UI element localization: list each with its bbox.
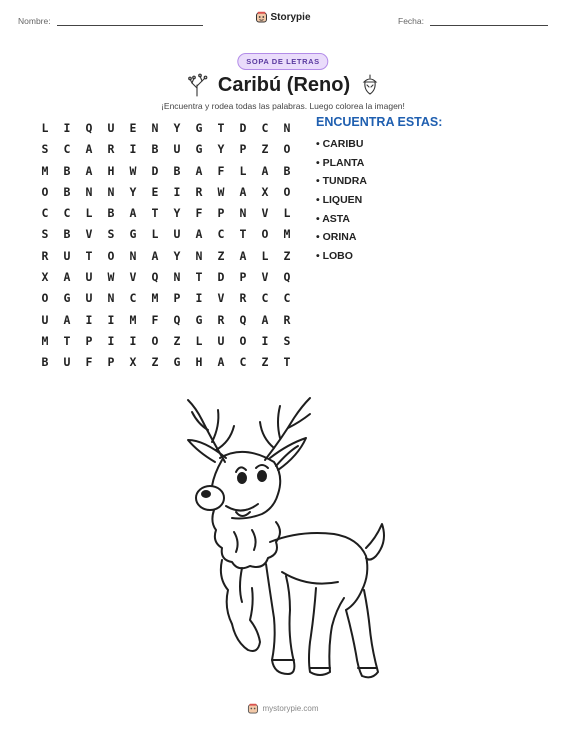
- grid-letter[interactable]: Z: [151, 355, 159, 370]
- grid-letter[interactable]: U: [85, 291, 93, 306]
- footer-url[interactable]: mystorypie.com: [262, 704, 319, 713]
- grid-letter[interactable]: P: [217, 206, 225, 221]
- grid-letter[interactable]: U: [63, 248, 71, 263]
- grid-letter[interactable]: B: [107, 206, 115, 221]
- date-field: [398, 16, 548, 26]
- grid-letter[interactable]: C: [41, 206, 49, 221]
- date-line[interactable]: [430, 16, 548, 26]
- grid-letter[interactable]: V: [261, 206, 269, 221]
- grid-letter[interactable]: T: [63, 333, 71, 348]
- grid-letter[interactable]: W: [129, 163, 137, 178]
- grid-letter[interactable]: X: [129, 355, 137, 370]
- grid-letter[interactable]: I: [129, 333, 137, 348]
- storypie-mascot-icon: [247, 703, 258, 714]
- grid-letter[interactable]: N: [107, 291, 115, 306]
- grid-letter[interactable]: U: [217, 333, 225, 348]
- grid-letter[interactable]: C: [129, 291, 137, 306]
- grid-letter[interactable]: P: [173, 291, 181, 306]
- grid-letter[interactable]: M: [41, 163, 49, 178]
- grid-letter[interactable]: A: [63, 270, 71, 285]
- grid-letter[interactable]: G: [173, 355, 181, 370]
- grid-letter[interactable]: A: [261, 163, 269, 178]
- grid-letter[interactable]: A: [195, 227, 203, 242]
- grid-letter[interactable]: U: [41, 312, 49, 327]
- grid-letter[interactable]: B: [41, 355, 49, 370]
- category-badge: SOPA DE LETRAS: [237, 53, 328, 70]
- brand-name: Storypie: [270, 11, 311, 23]
- date-label: Fecha:: [398, 16, 424, 26]
- grid-letter[interactable]: N: [129, 248, 137, 263]
- grid-letter[interactable]: A: [195, 163, 203, 178]
- grid-letter[interactable]: O: [41, 291, 49, 306]
- grid-letter[interactable]: R: [195, 184, 203, 199]
- grid-letter[interactable]: D: [217, 270, 225, 285]
- grid-letter[interactable]: Z: [261, 355, 269, 370]
- lichen-icon: [186, 73, 208, 97]
- grid-letter[interactable]: I: [107, 312, 115, 327]
- grid-letter[interactable]: A: [129, 206, 137, 221]
- grid-letter[interactable]: S: [283, 333, 291, 348]
- grid-letter[interactable]: G: [195, 312, 203, 327]
- word-item-tundra: • TUNDRA: [316, 175, 367, 188]
- grid-letter[interactable]: B: [283, 163, 291, 178]
- grid-letter[interactable]: D: [239, 121, 247, 135]
- grid-letter[interactable]: O: [283, 142, 291, 157]
- grid-letter[interactable]: C: [63, 142, 71, 157]
- grid-letter[interactable]: M: [41, 333, 49, 348]
- grid-letter[interactable]: L: [239, 163, 247, 178]
- grid-letter[interactable]: A: [151, 248, 159, 263]
- grid-letter[interactable]: I: [107, 333, 115, 348]
- instructions: ¡Encuentra y rodea todas las palabras. Luego colorea la imagen!: [161, 101, 405, 111]
- grid-letter[interactable]: C: [283, 291, 291, 306]
- grid-letter[interactable]: C: [261, 121, 269, 135]
- grid-letter[interactable]: U: [173, 227, 181, 242]
- grid-letter[interactable]: N: [85, 184, 93, 199]
- word-item-lobo: • LOBO: [316, 250, 353, 263]
- grid-letter[interactable]: Q: [239, 312, 247, 327]
- grid-letter[interactable]: O: [41, 184, 49, 199]
- grid-letter[interactable]: I: [261, 333, 269, 348]
- word-item-orina: • ORINA: [316, 231, 357, 244]
- grid-letter[interactable]: U: [107, 121, 115, 135]
- grid-letter[interactable]: U: [85, 270, 93, 285]
- grid-letter[interactable]: R: [41, 248, 49, 263]
- grid-letter[interactable]: C: [239, 355, 247, 370]
- grid-letter[interactable]: O: [283, 184, 291, 199]
- grid-letter[interactable]: R: [217, 312, 225, 327]
- grid-letter[interactable]: L: [195, 333, 203, 348]
- grid-letter[interactable]: A: [261, 312, 269, 327]
- grid-letter[interactable]: M: [129, 312, 137, 327]
- grid-letter[interactable]: F: [195, 206, 203, 221]
- grid-letter[interactable]: L: [85, 206, 93, 221]
- grid-letter[interactable]: G: [195, 121, 203, 135]
- grid-letter[interactable]: C: [217, 227, 225, 242]
- grid-letter[interactable]: B: [151, 142, 159, 157]
- grid-letter[interactable]: T: [283, 355, 291, 370]
- grid-letter[interactable]: I: [85, 312, 93, 327]
- grid-letter[interactable]: Y: [173, 206, 181, 221]
- grid-letter[interactable]: L: [283, 206, 291, 221]
- grid-letter[interactable]: Q: [173, 312, 181, 327]
- grid-letter[interactable]: Y: [217, 142, 225, 157]
- grid-letter[interactable]: E: [151, 184, 159, 199]
- grid-letter[interactable]: S: [41, 227, 49, 242]
- grid-letter[interactable]: X: [261, 184, 269, 199]
- storypie-mascot-icon: [255, 11, 267, 23]
- word-item-caribu: • CARIBU: [316, 138, 364, 150]
- grid-letter[interactable]: Y: [173, 121, 181, 135]
- grid-letter[interactable]: V: [217, 291, 225, 306]
- grid-letter[interactable]: V: [261, 270, 269, 285]
- grid-letter[interactable]: V: [129, 270, 137, 285]
- grid-letter[interactable]: Z: [217, 248, 225, 263]
- grid-letter[interactable]: G: [63, 291, 71, 306]
- grid-letter[interactable]: N: [107, 184, 115, 199]
- grid-letter[interactable]: S: [107, 227, 115, 242]
- grid-letter[interactable]: L: [261, 248, 269, 263]
- word-item-asta: • ASTA: [316, 212, 351, 225]
- grid-letter[interactable]: F: [151, 312, 159, 327]
- grid-letter[interactable]: O: [151, 333, 159, 348]
- grid-letter[interactable]: P: [239, 270, 247, 285]
- grid-letter[interactable]: C: [63, 206, 71, 221]
- grid-letter[interactable]: Z: [173, 333, 181, 348]
- grid-letter[interactable]: M: [283, 227, 291, 242]
- grid-letter[interactable]: I: [173, 184, 181, 199]
- grid-letter[interactable]: A: [239, 184, 247, 199]
- grid-letter[interactable]: I: [129, 142, 137, 157]
- grid-letter[interactable]: O: [239, 333, 247, 348]
- grid-letter[interactable]: T: [85, 248, 93, 263]
- grid-letter[interactable]: L: [41, 121, 49, 135]
- name-field: [18, 16, 203, 26]
- word-list-header: ENCUENTRA ESTAS:: [316, 115, 443, 129]
- caribou-coloring-illustration: [170, 392, 390, 692]
- grid-letter[interactable]: H: [195, 355, 203, 370]
- grid-letter[interactable]: N: [283, 121, 291, 135]
- grid-letter[interactable]: N: [195, 248, 203, 263]
- grid-letter[interactable]: T: [239, 227, 247, 242]
- grid-letter[interactable]: C: [261, 291, 269, 306]
- grid-letter[interactable]: I: [195, 291, 203, 306]
- grid-letter[interactable]: B: [173, 163, 181, 178]
- grid-letter[interactable]: U: [63, 355, 71, 370]
- grid-letter[interactable]: E: [129, 121, 137, 135]
- grid-letter[interactable]: Q: [283, 270, 291, 285]
- page-title: Caribú (Reno): [217, 73, 351, 96]
- grid-letter[interactable]: A: [239, 248, 247, 263]
- word-search-grid[interactable]: [34, 118, 298, 374]
- grid-letter[interactable]: R: [283, 312, 291, 327]
- grid-letter[interactable]: D: [151, 163, 159, 178]
- grid-letter[interactable]: T: [195, 270, 203, 285]
- grid-letter[interactable]: W: [217, 184, 225, 199]
- grid-letter[interactable]: H: [107, 163, 115, 178]
- grid-letter[interactable]: T: [151, 206, 159, 221]
- grid-letter[interactable]: N: [239, 206, 247, 221]
- title-row: [0, 71, 566, 99]
- word-item-liquen: • LIQUEN: [316, 194, 363, 207]
- grid-letter[interactable]: A: [85, 142, 93, 157]
- grid-letter[interactable]: Y: [129, 184, 137, 199]
- grid-letter[interactable]: Z: [261, 142, 269, 157]
- grid-letter[interactable]: R: [239, 291, 247, 306]
- name-label: Nombre:: [18, 16, 51, 26]
- name-line[interactable]: [57, 16, 203, 26]
- grid-letter[interactable]: Z: [283, 248, 291, 263]
- grid-letter[interactable]: N: [173, 270, 181, 285]
- acorn-icon: [360, 73, 380, 97]
- grid-letter[interactable]: B: [63, 163, 71, 178]
- grid-letter[interactable]: A: [85, 163, 93, 178]
- grid-letter[interactable]: Q: [85, 121, 93, 135]
- footer: [247, 703, 318, 714]
- grid-letter[interactable]: P: [239, 142, 247, 157]
- brand-logo: [255, 11, 310, 23]
- grid-letter[interactable]: M: [151, 291, 159, 306]
- grid-letter[interactable]: I: [63, 121, 71, 135]
- grid-letter[interactable]: P: [107, 355, 115, 370]
- grid-letter[interactable]: U: [173, 142, 181, 157]
- word-list: [316, 115, 442, 266]
- grid-letter[interactable]: N: [151, 121, 159, 135]
- grid-letter[interactable]: B: [63, 184, 71, 199]
- grid-letter[interactable]: F: [85, 355, 93, 370]
- grid-letter[interactable]: F: [217, 163, 225, 178]
- grid-letter[interactable]: X: [41, 270, 49, 285]
- grid-letter[interactable]: A: [217, 355, 225, 370]
- grid-letter[interactable]: L: [151, 227, 159, 242]
- grid-letter[interactable]: R: [107, 142, 115, 157]
- grid-letter[interactable]: G: [195, 142, 203, 157]
- grid-letter[interactable]: Q: [151, 270, 159, 285]
- grid-letter[interactable]: S: [41, 142, 49, 157]
- grid-letter[interactable]: B: [63, 227, 71, 242]
- grid-letter[interactable]: T: [217, 121, 225, 135]
- grid-letter[interactable]: G: [129, 227, 137, 242]
- grid-letter[interactable]: O: [261, 227, 269, 242]
- grid-letter[interactable]: A: [63, 312, 71, 327]
- top-bar: [18, 10, 548, 30]
- grid-letter[interactable]: P: [85, 333, 93, 348]
- grid-letter[interactable]: V: [85, 227, 93, 242]
- grid-letter[interactable]: W: [107, 270, 115, 285]
- grid-letter[interactable]: Y: [173, 248, 181, 263]
- word-item-planta: • PLANTA: [316, 156, 365, 169]
- grid-letter[interactable]: O: [107, 248, 115, 263]
